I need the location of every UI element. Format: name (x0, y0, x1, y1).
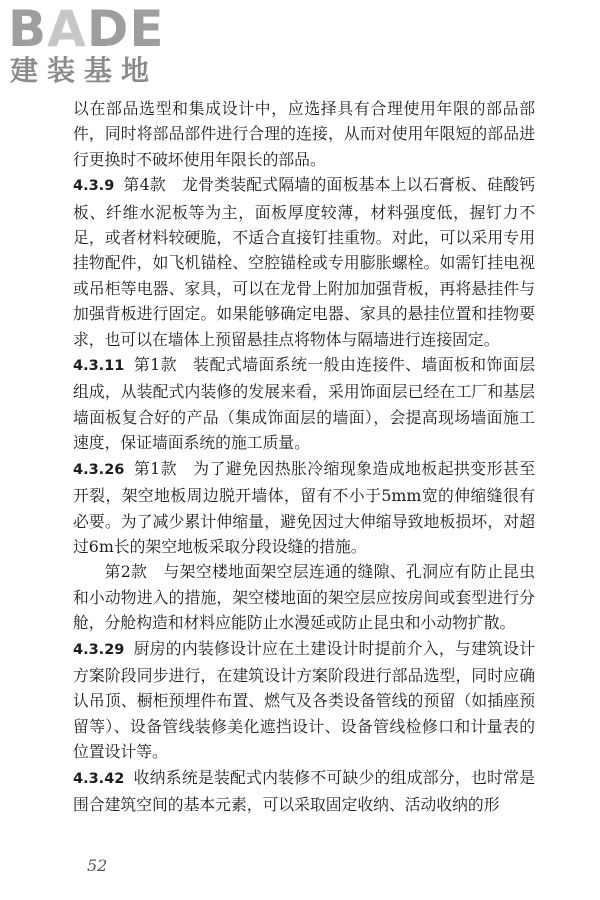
clause-number: 4.3.29 (73, 641, 125, 658)
clause-number: 4.3.11 (73, 358, 125, 375)
clause-text: 第1款 为了避免因热胀冷缩现象造成地板起拱变形甚至开裂，架空地板周边脱开墙体，留有不小于5mm宽的伸缩缝很有必要。为了减少累计伸缩量，避免因过大伸缩导致地板损坏，对超过6m长的架空地板采取分段设缝的措施。 (73, 458, 535, 556)
logo-wordmark: BADE (8, 0, 165, 58)
page-number: 52 (87, 856, 108, 875)
clause-4-3-29 (73, 636, 535, 765)
clause-4-3-42 (73, 765, 535, 818)
logo-subtitle: 建装基地 (10, 54, 159, 87)
clause-text: 第2款 与架空楼地面架空层连通的缝隙、孔洞应有防止昆虫和小动物进入的措施，架空楼地面的架空层应按房间或套型进行分舱，分舱构造和材料应能防止水漫延或防止昆虫和小动物扩散。 (73, 562, 535, 633)
clause-4-3-9 (73, 172, 535, 352)
clause-text: 第4款 龙骨类装配式隔墙的面板基本上以石膏板、硅酸钙板、纤维水泥板等为主，面板厚度较薄，材料强度低，握钉力不足，或者材料较硬脆，不适合直接钉挂重物。对此，可以采用专用挂物配件，如飞机锚栓、空腔锚栓或专用膨胀螺栓。如需钉挂电视或吊柜等电器、家具，可以在龙骨上附加加强背板，再将悬挂件与加强背板进行固定。如果能够确定电器、家具的悬挂位置和挂物要求，也可以在墙体上预留悬挂点将物体与隔墙进行连接固定。 (73, 175, 535, 349)
document-body (73, 96, 535, 817)
clause-text: 第1款 装配式墙面系统一般由连接件、墙面板和饰面层组成，从装配式内装修的发展来看，采用饰面层已经在工厂和基层墙面板复合好的产品（集成饰面层的墙面），会提高现场墙面施工速度，保证墙面系统的施工质量。 (73, 355, 535, 453)
clause-text: 厨房的内装修设计应在土建设计时提前介入，与建筑设计方案阶段同步进行，在建筑设计方案阶段进行部品选型，同时应确认吊顶、橱柜预埋件布置、燃气及各类设备管线的预留（如插座预留等）、设备管线装修美化遮挡设计、设备管线检修口和计量表的位置设计等。 (73, 638, 535, 762)
clause-4-3-26-item-2 (73, 559, 535, 635)
clause-4-3-11 (73, 352, 535, 456)
clause-number: 4.3.42 (73, 770, 125, 787)
clause-number: 4.3.9 (73, 178, 115, 195)
clause-number: 4.3.26 (73, 461, 125, 478)
paragraph-continuation: 以在部品选型和集成设计中，应选择具有合理使用年限的部品部件，同时将部品部件进行合理的连接，从而对使用年限短的部品进行更换时不破坏使用年限长的部品。 (73, 99, 535, 169)
clause-4-3-26 (73, 456, 535, 560)
clause-text: 收纳系统是装配式内装修不可缺少的组成部分，也时常是围合建筑空间的基本元素，可以采取固定收纳、活动收纳的形 (73, 767, 535, 814)
bade-logo (8, 2, 178, 92)
